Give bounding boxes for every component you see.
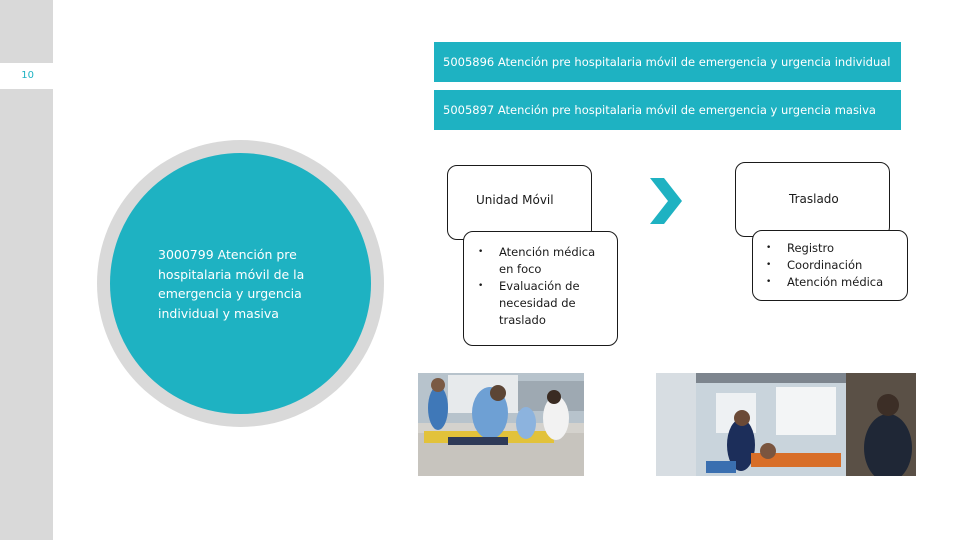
list-item <box>478 278 608 329</box>
list-item-label: Coordinación <box>787 258 863 272</box>
banner-individual: 5005896 Atención pre hospitalaria móvil de emergencia y urgencia individual <box>434 42 901 82</box>
traslado-title: Traslado <box>789 192 839 206</box>
unidad-movil-list <box>478 244 608 329</box>
list-item-label: Evaluación de necesidad de traslado <box>499 279 580 327</box>
list-item <box>766 240 904 257</box>
unidad-movil-list-box <box>463 231 618 346</box>
list-item-label: Registro <box>787 241 835 255</box>
list-item <box>766 274 904 291</box>
list-item-label: Atención médica <box>787 275 884 289</box>
bullet-icon: • <box>766 243 772 253</box>
bullet-icon: • <box>478 281 484 291</box>
bullet-icon: • <box>766 277 772 287</box>
chevron-right-icon <box>648 178 684 224</box>
photo-ambulance-interior <box>656 373 916 476</box>
bullet-icon: • <box>478 247 484 257</box>
bullet-icon: • <box>766 260 772 270</box>
traslado-list-box <box>752 230 908 301</box>
photo-paramedics-stretcher <box>418 373 584 476</box>
circle-text: 3000799 Atención pre hospitalaria móvil de la emergencia y urgencia individual y masiva <box>158 247 305 321</box>
list-item-label: Atención médica en foco <box>499 245 596 276</box>
banner-masiva: 5005897 Atención pre hospitalaria móvil de emergencia y urgencia masiva <box>434 90 901 130</box>
list-item <box>478 244 608 278</box>
list-item <box>766 257 904 274</box>
traslado-list <box>766 240 904 291</box>
slide-number: 10 <box>0 63 53 89</box>
unidad-movil-title: Unidad Móvil <box>476 193 554 207</box>
